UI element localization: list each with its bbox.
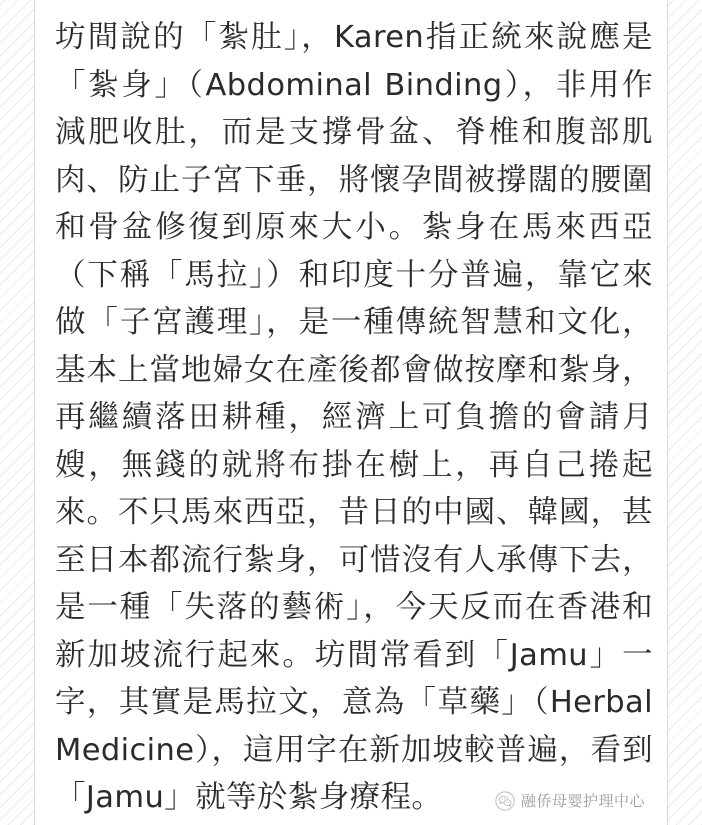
left-margin-hatch	[0, 0, 34, 825]
right-margin-hatch	[668, 0, 702, 825]
article-body	[55, 14, 653, 822]
right-margin-rule	[667, 0, 668, 825]
article-page	[35, 0, 667, 825]
account-name: 融侨母婴护理中心	[520, 792, 645, 810]
wechat-icon	[495, 791, 515, 811]
article-paragraph: 坊間說的「紮肚」，Karen指正統來說應是「紮身」（Abdominal Binding），非用作減肥收肚，而是支撐骨盆、脊椎和腹部肌肉、防止子宮下垂，將懷孕間被撐闊的腰圍和骨盆修復到原來大小。紮身在馬來西亞（下稱「馬拉」）和印度十分普遍，靠它來做「子宮護理」，是一種傳統智慧和文化，基本上當地婦女在產後都會做按摩和紮身，再繼續落田耕種，經濟上可負擔的會請月嫂，無錢的就將布掛在樹上，再自己捲起來。不只馬來西亞，昔日的中國、韓國，甚至日本都流行紮身，可惜沒有人承傳下去，是一種「失落的藝術」，今天反而在香港和新加坡流行起來。坊間常看到「Jamu」一字，其實是馬拉文，意為「草藥」（Herbal Medicine），這用字在新加坡較普遍，看到「Jamu」就等於紮身療程。	[55, 20, 653, 815]
footer-attribution	[495, 791, 645, 811]
